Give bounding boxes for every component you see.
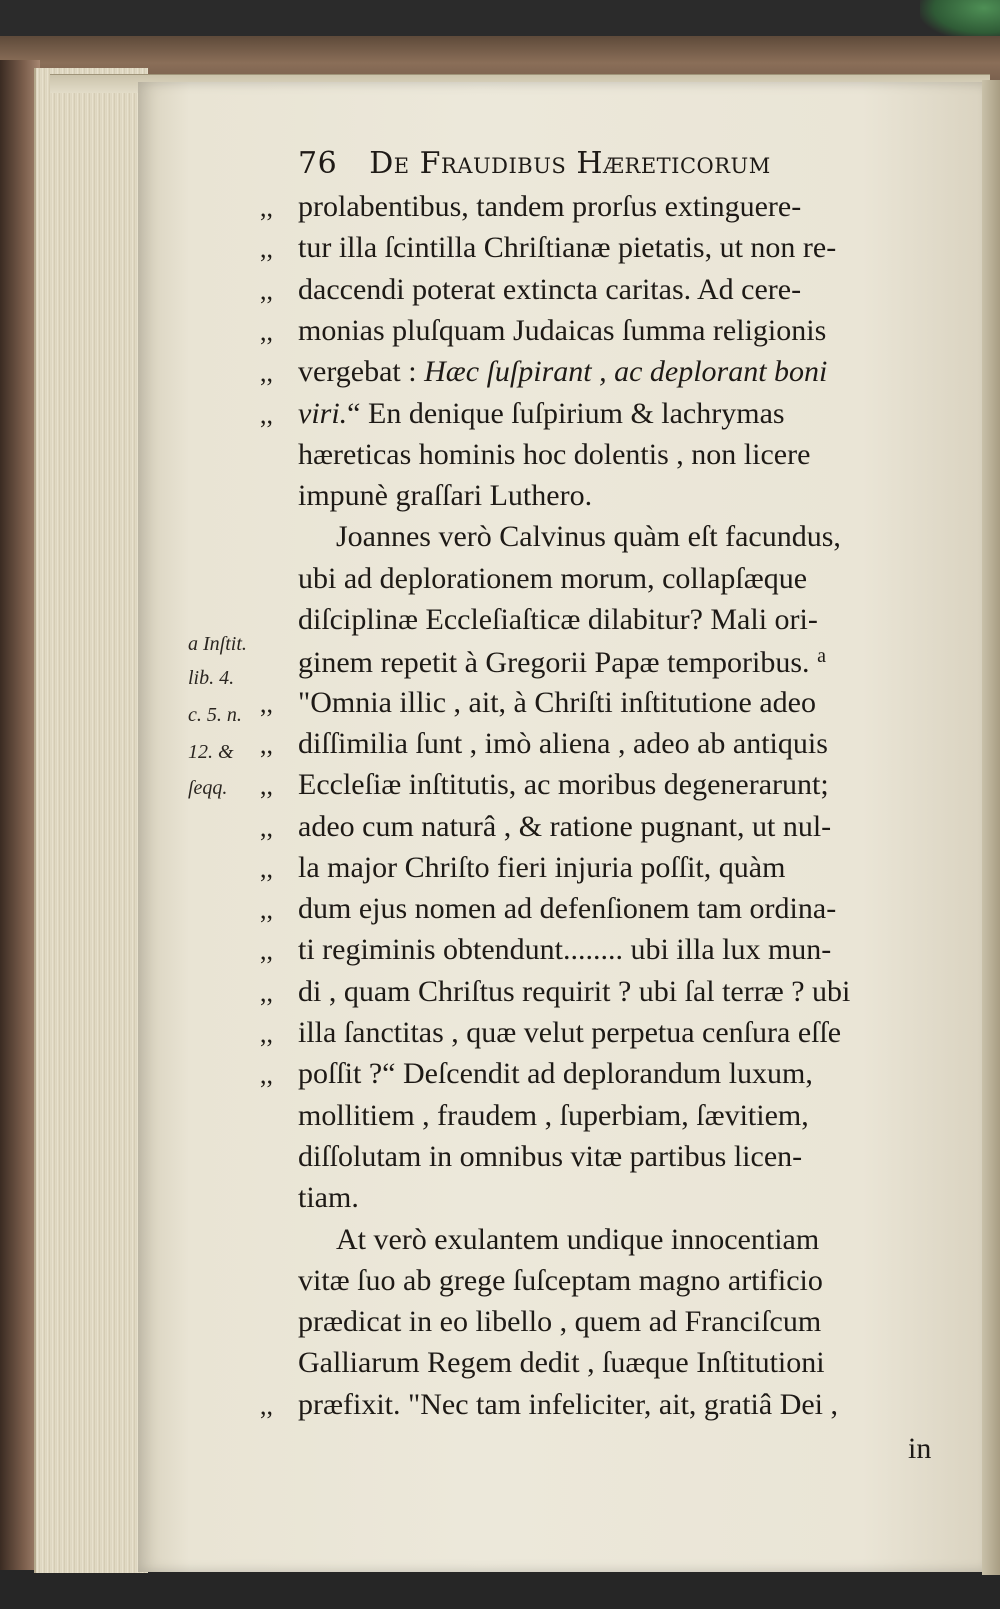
line-text: mollitiem , fraudem , ſuperbiam, ſævitiem, (298, 1099, 809, 1132)
text-line (260, 522, 841, 552)
text-line (260, 316, 826, 346)
margin-note: 12. & (188, 741, 234, 763)
line-text: impunè graſſari Luthero. (298, 479, 593, 512)
running-header (298, 146, 771, 181)
line-text: ti regiminis obtendunt........ ubi illa lux mun- (298, 933, 832, 966)
line-text: “ En denique ſuſpirium & lachrymas (347, 397, 785, 430)
text-line (260, 1348, 825, 1378)
text-line (260, 275, 801, 305)
line-text: diſſimilia ſunt , imò aliena , adeo ab antiquis (298, 727, 828, 760)
text-line (260, 770, 829, 800)
quote-mark: ,, (260, 771, 273, 800)
text-line (260, 399, 785, 429)
running-title: De Fraudibus Hæreticorum (369, 146, 771, 181)
text-line (260, 605, 818, 635)
line-text: tiam. (298, 1181, 359, 1214)
text-line (260, 1307, 821, 1337)
line-text: Eccleſiæ inſtitutis, ac moribus degenerarunt; (298, 768, 829, 801)
text-line (260, 894, 836, 924)
quote-mark: ,, (260, 193, 273, 222)
quote-mark: ,, (260, 358, 273, 387)
italic-text: viri. (298, 397, 348, 430)
quote-mark: ,, (260, 1019, 273, 1048)
text-line (260, 853, 785, 883)
line-text: diſſolutam in omnibus vitæ partibus licen- (298, 1140, 803, 1173)
margin-note: c. 5. n. (188, 704, 242, 726)
text-line (260, 1101, 809, 1131)
line-text: Galliarum Regem dedit , ſuæque Inſtitutioni (298, 1346, 825, 1379)
quote-mark: ,, (260, 813, 273, 842)
quote-mark: ,, (260, 730, 273, 759)
text-line (260, 812, 831, 842)
line-text: Joannes verò Calvinus quàm eſt facundus, (336, 520, 841, 553)
quote-mark: ,, (260, 234, 273, 263)
text-line (260, 646, 826, 678)
quote-mark: ,, (260, 317, 273, 346)
line-text: hæreticas hominis hoc dolentis , non licere (298, 438, 811, 471)
quote-mark: ,, (260, 978, 273, 1007)
line-text: vergebat : (298, 355, 425, 388)
line-text: diſciplinæ Eccleſiaſticæ dilabitur? Mali ori- (298, 603, 818, 636)
text-line (260, 192, 801, 222)
quote-mark: ,, (260, 689, 273, 718)
quote-mark: ,, (260, 1391, 273, 1420)
text-line (260, 357, 827, 387)
quote-mark: ,, (260, 854, 273, 883)
text-line (260, 1142, 802, 1172)
line-text: "Omnia illic , ait, à Chriſti inſtitutione adeo (298, 686, 816, 719)
text-line (260, 688, 816, 718)
line-text: di , quam Chriſtus requirit ? ubi ſal terræ ? ubi (298, 975, 851, 1008)
line-text: prolabentibus, tandem prorſus extinguere- (298, 190, 802, 223)
text-line (260, 564, 807, 594)
margin-note: ſeqq. (188, 777, 228, 799)
line-text: la major Chriſto fieri injuria poſſit, quàm (298, 851, 786, 884)
text-line (260, 1018, 841, 1048)
catchword: in (908, 1432, 932, 1465)
text-line (260, 1059, 813, 1089)
line-text: ginem repetit à Gregorii Papæ temporibus. (298, 646, 818, 679)
footnote-marker: a (817, 645, 826, 667)
line-text: monias pluſquam Judaicas ſumma religionis (298, 314, 827, 347)
quote-mark: ,, (260, 936, 273, 965)
text-line (260, 729, 828, 759)
page-number: 76 (298, 146, 338, 181)
margin-note: lib. 4. (188, 667, 235, 689)
line-text: tur illa ſcintilla Chriſtianæ pietatis, ut non re- (298, 231, 837, 264)
italic-text: Hæc ſuſpirant , ac deplorant boni (424, 355, 828, 388)
text-line (260, 1225, 819, 1255)
text-line (260, 440, 810, 470)
quote-mark: ,, (260, 1060, 273, 1089)
line-text: præfixit. "Nec tam infeliciter, ait, gratiâ Dei , (298, 1388, 839, 1421)
line-text: prædicat in eo libello , quem ad Franciſcum (298, 1305, 822, 1338)
text-line (260, 1390, 838, 1420)
text-line (260, 233, 836, 263)
line-text: illa ſanctitas , quæ velut perpetua cenſura eſſe (298, 1016, 842, 1049)
text-line (260, 481, 592, 511)
text-line (260, 1266, 823, 1296)
quote-mark: ,, (260, 276, 273, 305)
line-text: poſſit ?“ Deſcendit ad deplorandum luxum, (298, 1057, 813, 1090)
line-text: daccendi poterat extincta caritas. Ad cere- (298, 273, 802, 306)
text-line (260, 935, 831, 965)
margin-note: a Inſtit. (188, 633, 247, 655)
line-text: dum ejus nomen ad defenſionem tam ordina- (298, 892, 837, 925)
line-text: At verò exulantem undique innocentiam (336, 1223, 820, 1256)
text-line (260, 1183, 359, 1213)
line-text: vitæ ſuo ab grege ſuſceptam magno artificio (298, 1264, 823, 1297)
quote-mark: ,, (260, 400, 273, 429)
text-line (260, 977, 850, 1007)
quote-mark: ,, (260, 895, 273, 924)
line-text: ubi ad deplorationem morum, collapſæque (298, 562, 808, 595)
line-text: adeo cum naturâ , & ratione pugnant, ut nul- (298, 810, 832, 843)
